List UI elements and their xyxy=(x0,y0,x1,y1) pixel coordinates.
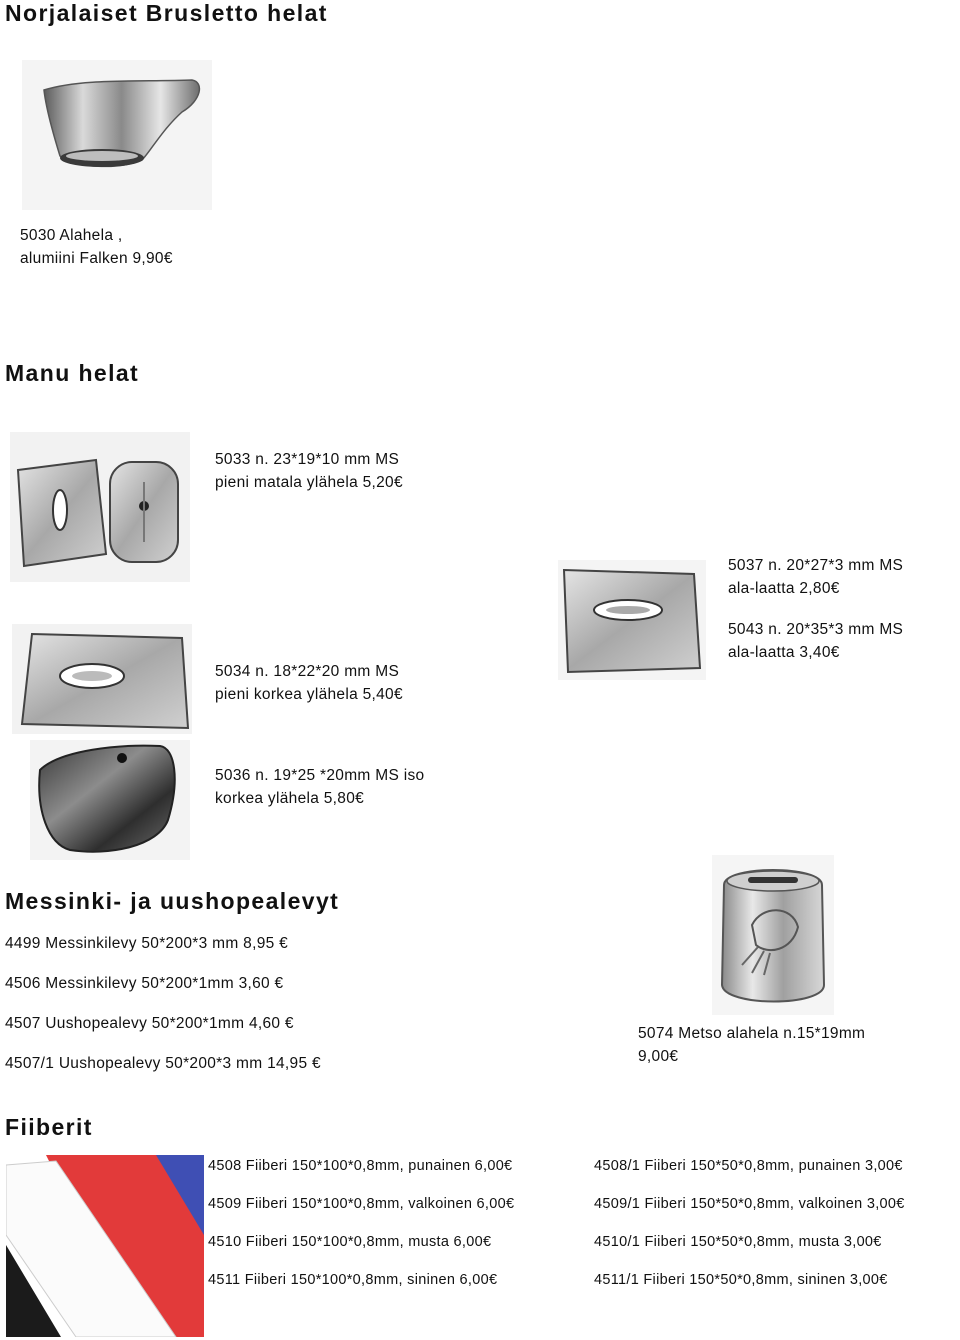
product-5034: 5034 n. 18*22*20 mm MS pieni korkea ylähela 5,40€ xyxy=(215,663,403,703)
product-5036: 5036 n. 19*25 *20mm MS iso korkea ylähela 5,80€ xyxy=(215,767,425,807)
fiber-item-4509: 4509 Fiiberi 150*100*0,8mm, valkoinen 6,00€ xyxy=(208,1196,515,1212)
fiber-item-4511-1: 4511/1 Fiiberi 150*50*0,8mm, sininen 3,00€ xyxy=(594,1272,888,1288)
plate-item-4507: 4507 Uushopealevy 50*200*1mm 4,60 € xyxy=(5,1015,294,1032)
plate-item-4507-1: 4507/1 Uushopealevy 50*200*3 mm 14,95 € xyxy=(5,1055,321,1072)
product-5033: 5033 n. 23*19*10 mm MS pieni matala ylähela 5,20€ xyxy=(215,451,403,491)
product-5030: 5030 Alahela , alumiini Falken 9,90€ xyxy=(20,227,173,267)
section-title-brusletto: Norjalaiset Brusletto helat xyxy=(5,0,328,26)
product-image-5074 xyxy=(712,855,834,1015)
section-title-manu: Manu helat xyxy=(5,360,140,386)
plate-item-4506: 4506 Messinkilevy 50*200*1mm 3,60 € xyxy=(5,975,284,992)
section-title-fiiberit: Fiiberit xyxy=(5,1114,93,1140)
fiber-item-4508: 4508 Fiiberi 150*100*0,8mm, punainen 6,00€ xyxy=(208,1158,513,1174)
fiber-item-4510-1: 4510/1 Fiiberi 150*50*0,8mm, musta 3,00€ xyxy=(594,1234,882,1250)
plate-item-4499: 4499 Messinkilevy 50*200*3 mm 8,95 € xyxy=(5,935,289,952)
product-image-5037 xyxy=(558,560,706,680)
fiber-item-4509-1: 4509/1 Fiiberi 150*50*0,8mm, valkoinen 3,00€ xyxy=(594,1196,905,1212)
product-5074: 5074 Metso alahela n.15*19mm 9,00€ xyxy=(638,1025,866,1065)
fiber-item-4510: 4510 Fiiberi 150*100*0,8mm, musta 6,00€ xyxy=(208,1234,492,1250)
fiber-item-4511: 4511 Fiiberi 150*100*0,8mm, sininen 6,00€ xyxy=(208,1272,498,1288)
product-image-5036 xyxy=(30,740,190,860)
section-title-messinki: Messinki- ja uushopealevyt xyxy=(5,888,340,914)
product-5043: 5043 n. 20*35*3 mm MS ala-laatta 3,40€ xyxy=(728,621,904,661)
product-5037: 5037 n. 20*27*3 mm MS ala-laatta 2,80€ xyxy=(728,557,904,597)
product-image-5034 xyxy=(12,624,192,734)
product-image-5030 xyxy=(22,60,212,210)
product-image-fiiberit xyxy=(6,1155,204,1337)
product-image-5033 xyxy=(10,432,190,582)
fiber-item-4508-1: 4508/1 Fiiberi 150*50*0,8mm, punainen 3,00€ xyxy=(594,1158,903,1174)
